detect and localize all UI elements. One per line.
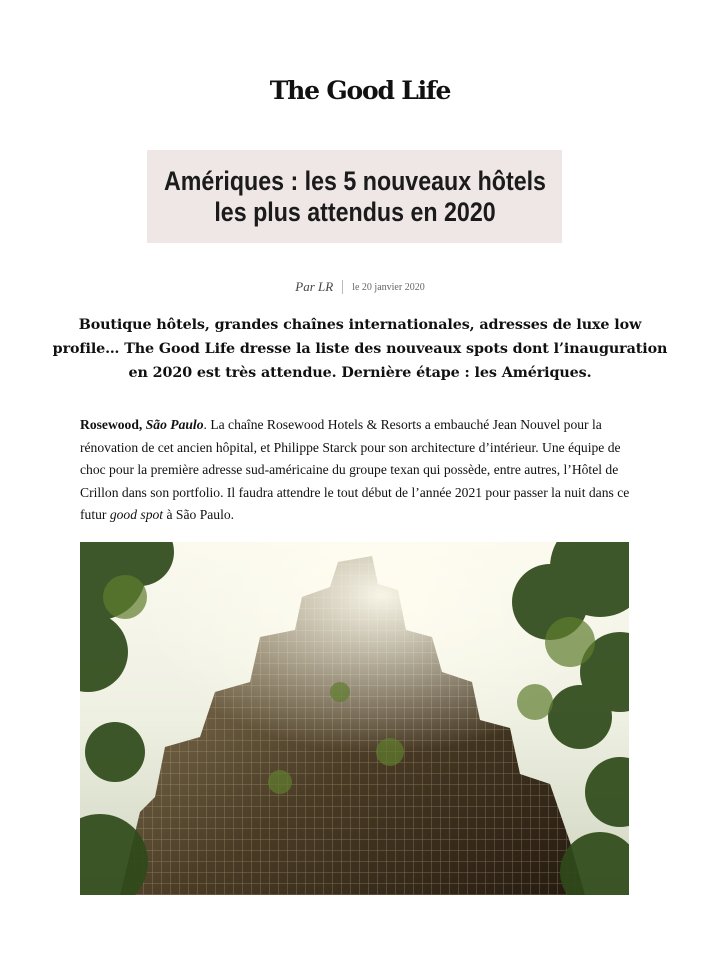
article-lead: Boutique hôtels, grandes chaînes internationales, adresses de luxe low profile… The Good Life dresse la liste des nouveaux spots dont l’inauguration en 2020 est très attendue. Dernière étape : les Amériques. bbox=[52, 317, 668, 381]
site-logo[interactable]: The Good Life bbox=[269, 76, 451, 105]
author-line bbox=[295, 279, 333, 295]
publish-date: le 20 janvier 2020 bbox=[352, 281, 425, 293]
byline-divider bbox=[342, 280, 343, 294]
page-title: Amériques : les 5 nouveaux hôtels les plus attendus en 2020 bbox=[163, 165, 546, 227]
title-banner bbox=[147, 150, 562, 243]
hotel-city: São Paulo bbox=[145, 417, 204, 432]
hotel-name: Rosewood bbox=[80, 417, 139, 432]
paragraph-text-2: à São Paulo. bbox=[163, 507, 235, 522]
byline bbox=[0, 279, 720, 295]
article-paragraph: Rosewood, São Paulo. La chaîne Rosewood Hotels & Resorts a embauché Jean Nouvel pour la rénovation de cet ancien hôpital, et Philippe Starck pour son architecture d’intérieur. Une équipe de choc pour la première adresse sud-américaine du groupe texan qui possède, entre autres, l’Hôtel de Crillon dans son portfolio. Il faudra attendre le tout début de l’année 2021 pour passer la nuit dans ce futur good spot à São Paulo. bbox=[80, 417, 630, 522]
author-prefix: Par bbox=[295, 279, 315, 294]
author-link[interactable]: LR bbox=[318, 279, 334, 294]
hero-image bbox=[80, 542, 629, 895]
paragraph-emphasis: good spot bbox=[109, 507, 164, 522]
paragraph-text-1: . La chaîne Rosewood Hotels & Resorts a embauché Jean Nouvel pour la rénovation de cet ancien hôpital, et Philippe Starck pour son architecture d’intérieur. Une équipe de choc pour la première adresse sud-américaine du groupe texan qui possède, entre autres, l’Hôtel de Crillon dans son portfolio. Il faudra attendre le tout début de l’année 2021 pour passer la nuit dans ce futur bbox=[80, 417, 630, 522]
